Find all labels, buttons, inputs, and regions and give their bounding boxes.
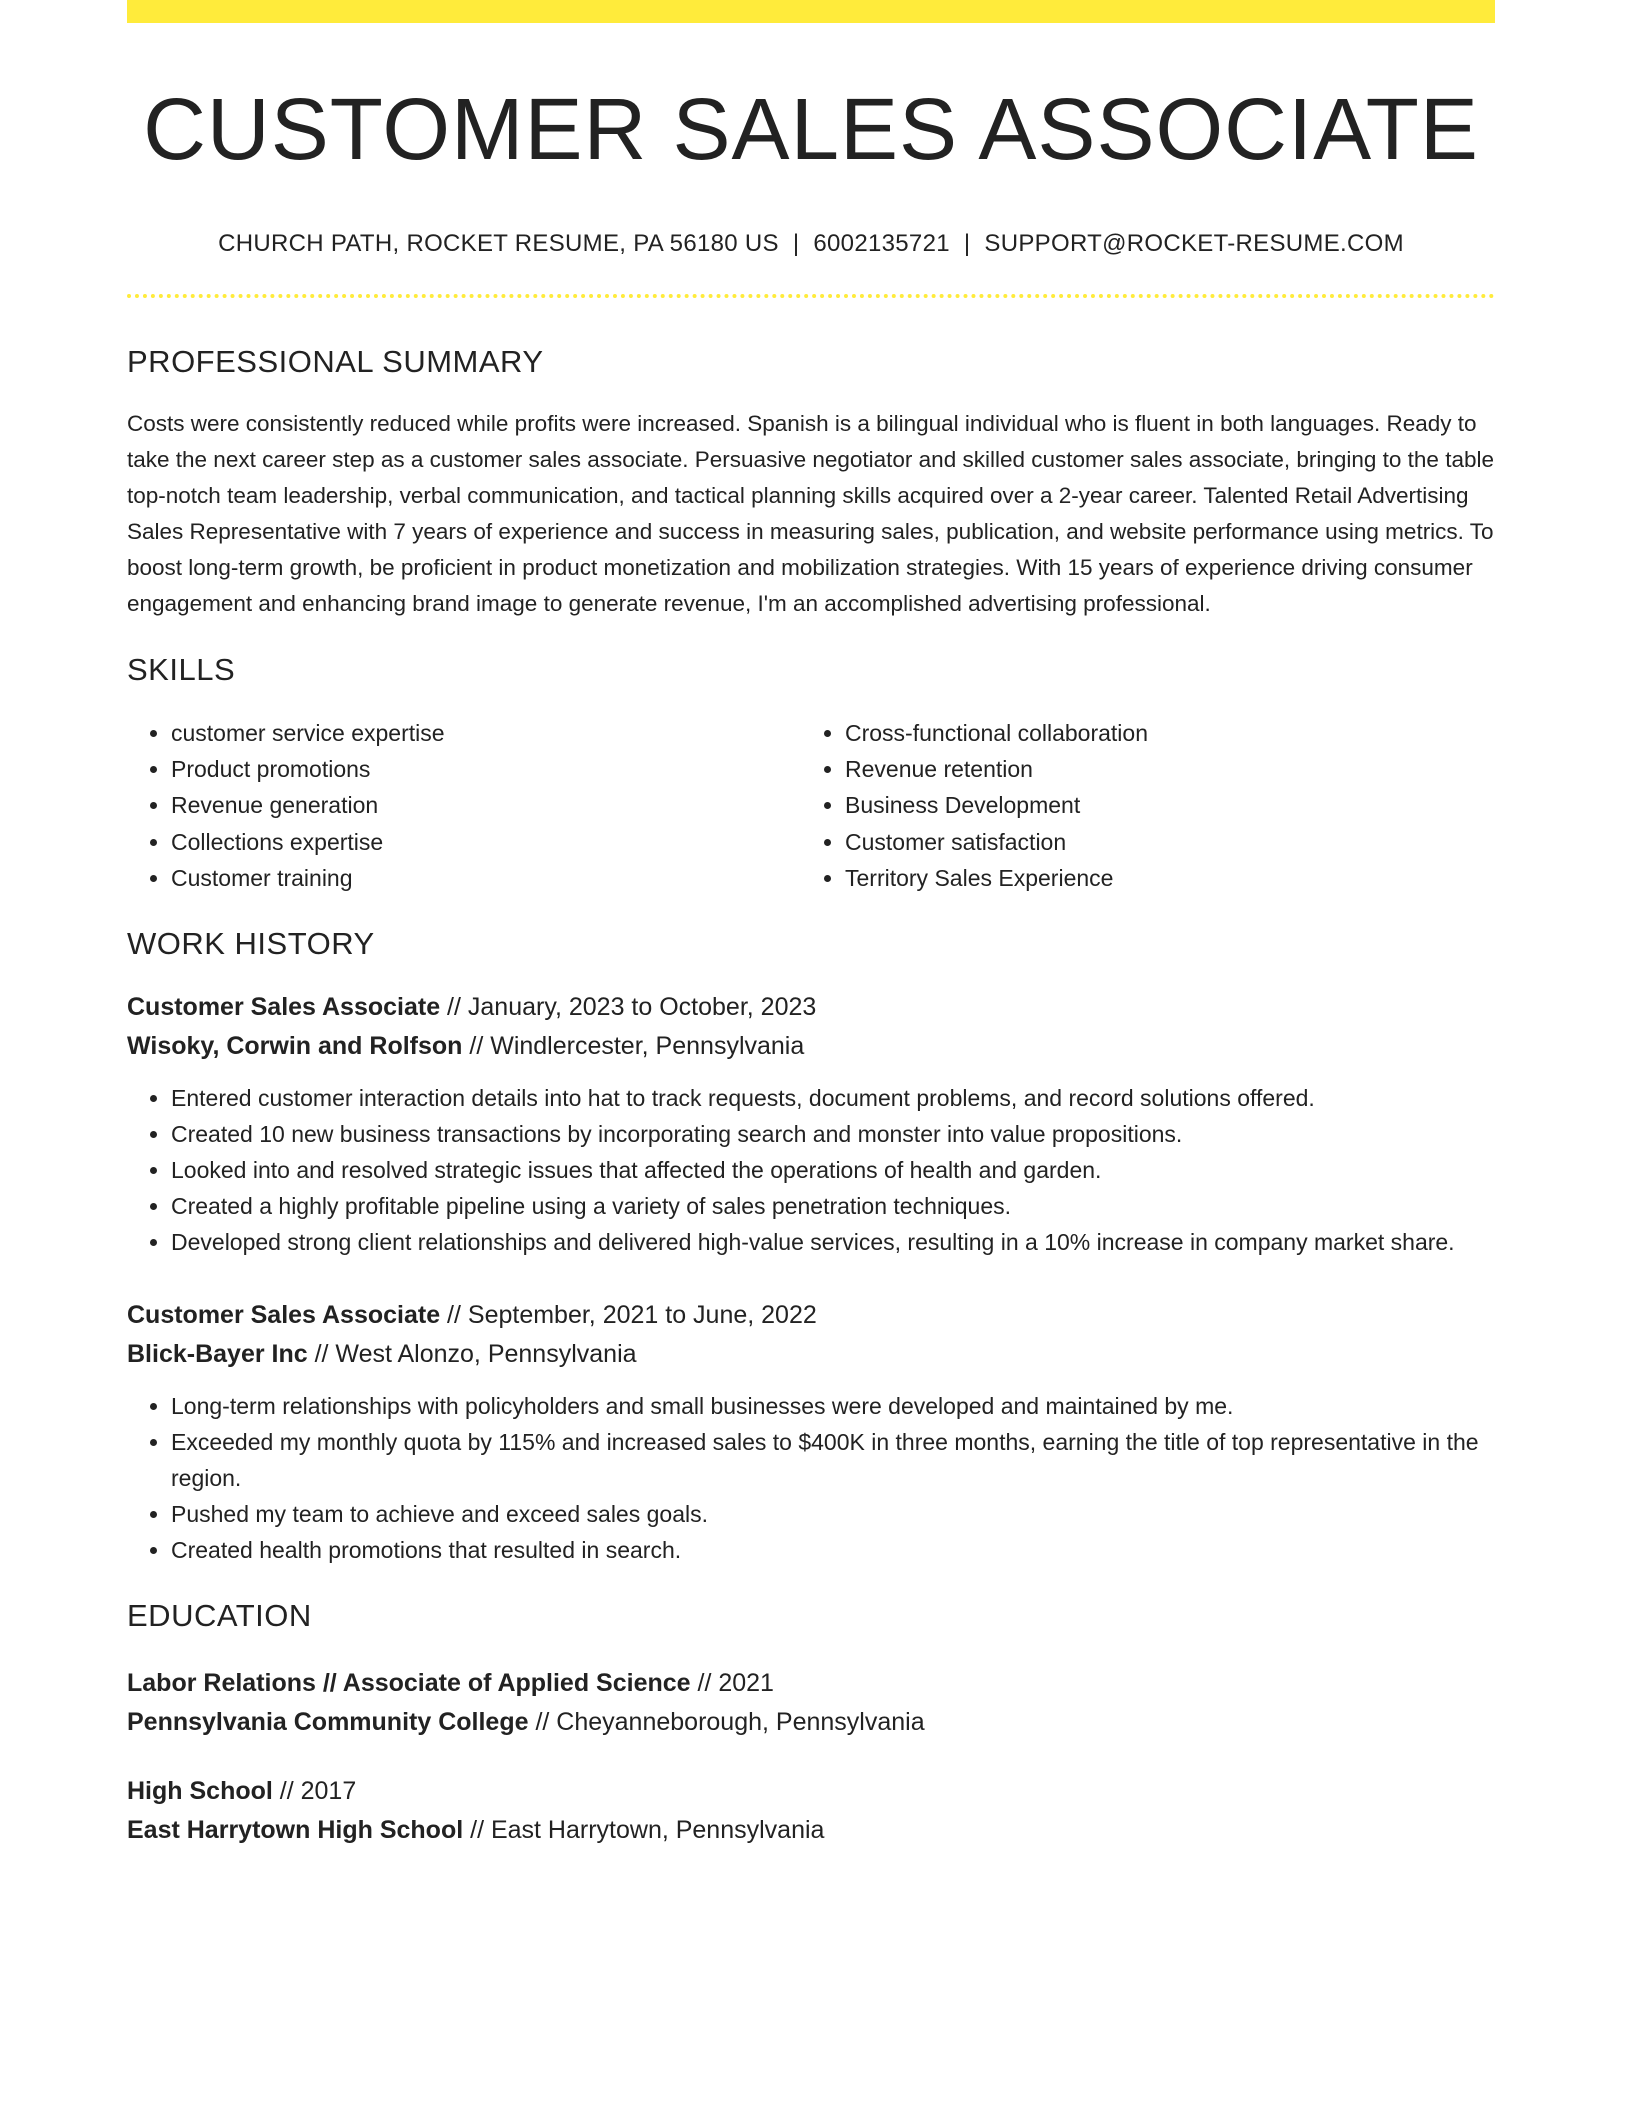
- work-history-heading: WORK HISTORY: [127, 926, 375, 962]
- contact-separator: |: [792, 229, 800, 257]
- job-bullet: • Exceeded my monthly quota by 115% and increased sales to $400K in three months, earning the title of top representative in the region.: [171, 1424, 1495, 1496]
- education-location: // East Harrytown, Pennsylvania: [463, 1816, 825, 1845]
- skill-item: • customer service expertise: [171, 715, 801, 751]
- job-location: // Windlercester, Pennsylvania: [462, 1032, 805, 1061]
- job-bullet: • Entered customer interaction details into hat to track requests, document problems, and record solutions offered.: [171, 1080, 1495, 1116]
- education-heading: EDUCATION: [127, 1598, 312, 1634]
- job-bullets: [127, 1388, 1495, 1568]
- education-entry: [127, 1664, 1495, 1742]
- job-bullet: • Created 10 new business transactions by incorporating search and monster into value propositions.: [171, 1116, 1495, 1152]
- contact-email: SUPPORT@ROCKET-RESUME.COM: [984, 229, 1404, 257]
- skill-item: • Business Development: [845, 787, 1475, 823]
- education-location: // Cheyanneborough, Pennsylvania: [528, 1708, 925, 1737]
- job-header: [127, 988, 1495, 1066]
- skill-item: • Revenue retention: [845, 751, 1475, 787]
- skills-column-right: [801, 715, 1475, 896]
- education-year: // 2021: [690, 1669, 774, 1698]
- education-school: Pennsylvania Community College: [127, 1708, 529, 1737]
- job-role: Customer Sales Associate: [127, 1301, 441, 1330]
- job-dates: // September, 2021 to June, 2022: [440, 1301, 817, 1330]
- summary-heading: PROFESSIONAL SUMMARY: [127, 343, 544, 379]
- job-location: // West Alonzo, Pennsylvania: [307, 1340, 637, 1369]
- skill-item: • Customer training: [171, 860, 801, 896]
- dotted-divider: [127, 294, 1495, 298]
- job-company: Blick-Bayer Inc: [127, 1340, 308, 1369]
- job-role: Customer Sales Associate: [127, 993, 441, 1022]
- job-bullet: • Developed strong client relationships and delivered high-value services, resulting in a 10% increase in company market share.: [171, 1224, 1495, 1260]
- accent-top-bar: [127, 0, 1495, 23]
- job-bullet: • Pushed my team to achieve and exceed sales goals.: [171, 1496, 1495, 1532]
- skills-list: [127, 715, 1495, 896]
- resume-name-title: CUSTOMER SALES ASSOCIATE: [143, 81, 1479, 178]
- resume-page: [127, 0, 1495, 1850]
- job-bullet: • Created health promotions that resulted in search.: [171, 1532, 1495, 1568]
- education-year: // 2017: [272, 1777, 357, 1806]
- skill-item: • Collections expertise: [171, 824, 801, 860]
- skill-item: • Customer satisfaction: [845, 824, 1475, 860]
- job-bullet: • Created a highly profitable pipeline using a variety of sales penetration techniques.: [171, 1188, 1495, 1224]
- education-degree: High School: [127, 1777, 273, 1806]
- skill-item: • Territory Sales Experience: [845, 860, 1475, 896]
- skill-item: • Product promotions: [171, 751, 801, 787]
- contact-phone: 6002135721: [813, 229, 950, 257]
- contact-address: CHURCH PATH, ROCKET RESUME, PA 56180 US: [218, 229, 779, 257]
- education-entry: [127, 1772, 1495, 1850]
- job-company: Wisoky, Corwin and Rolfson: [127, 1032, 463, 1061]
- job-bullet: • Looked into and resolved strategic issues that affected the operations of health and garden.: [171, 1152, 1495, 1188]
- job-bullets: [127, 1080, 1495, 1260]
- skills-column-left: [127, 715, 801, 896]
- education-school: East Harrytown High School: [127, 1816, 464, 1845]
- contact-separator: |: [963, 229, 971, 257]
- job-bullet: • Long-term relationships with policyholders and small businesses were developed and maintained by me.: [171, 1388, 1495, 1424]
- summary-text: Costs were consistently reduced while profits were increased. Spanish is a bilingual individual who is fluent in both languages. Ready to take the next career step as a customer sales associate. Persuasive negotiator and skilled customer sales associate, bringing to the table top-notch team leadership, verbal communication, and tactical planning skills acquired over a 2-year career. Talented Retail Advertising Sales Representative with 7 years of experience and success in measuring sales, publication, and website performance using metrics. To boost long-term growth, be proficient in product monetization and mobilization strategies. With 15 years of experience driving consumer engagement and enhancing brand image to generate revenue, I'm an accomplished advertising professional.: [127, 410, 1494, 616]
- skills-heading: SKILLS: [127, 651, 236, 687]
- job-dates: // January, 2023 to October, 2023: [440, 993, 817, 1022]
- education-degree: Labor Relations // Associate of Applied Science: [127, 1669, 691, 1698]
- contact-line: [127, 230, 1495, 258]
- job-header: [127, 1296, 1495, 1374]
- skill-item: • Cross-functional collaboration: [845, 715, 1475, 751]
- skill-item: • Revenue generation: [171, 787, 801, 823]
